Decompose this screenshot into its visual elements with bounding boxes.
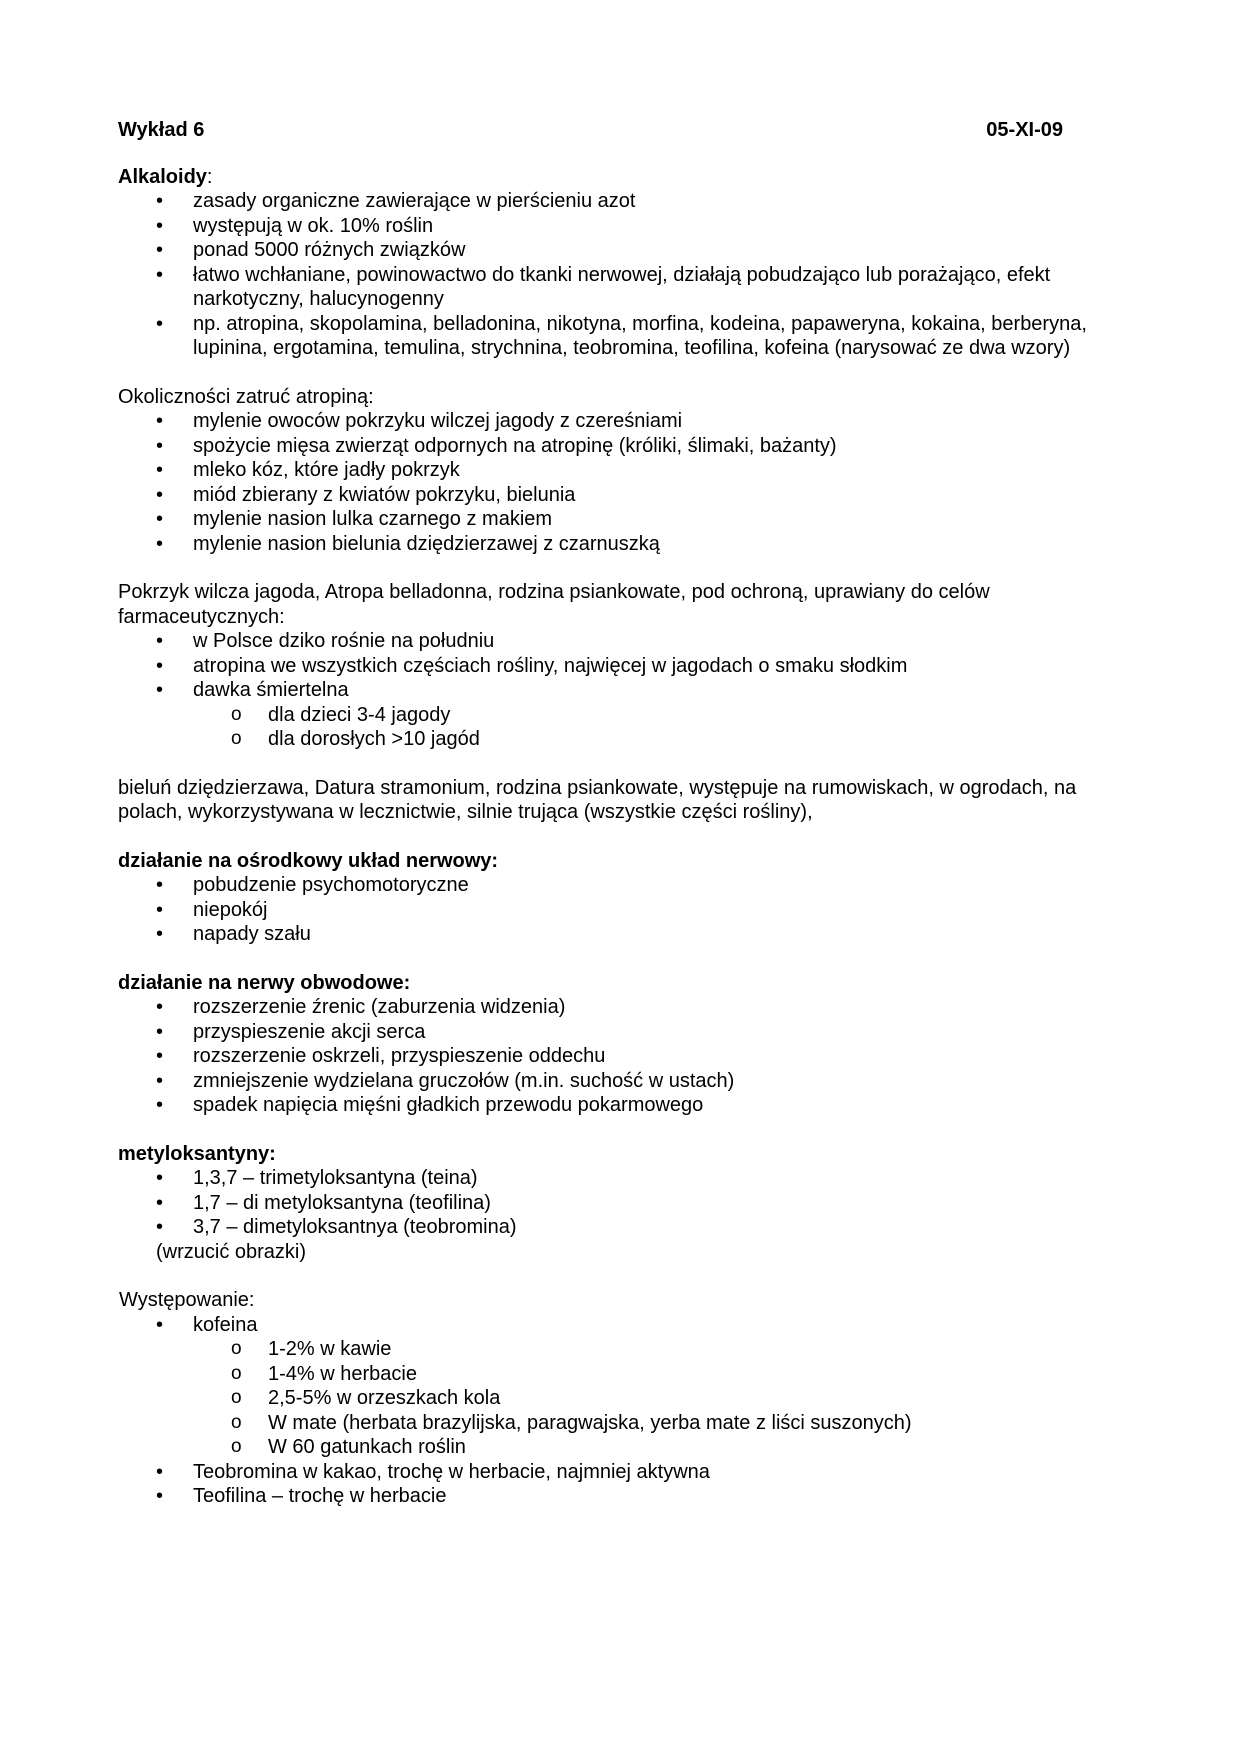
list-item bbox=[118, 995, 1118, 1020]
bullet-glyph: • bbox=[156, 263, 164, 286]
bullet-glyph: • bbox=[156, 1191, 164, 1214]
list-item-text: dawka śmiertelna bbox=[193, 679, 349, 701]
list-item bbox=[118, 1484, 1118, 1509]
bullet-glyph: • bbox=[156, 654, 164, 677]
sub-list-item-text: dla dorosłych >10 jagód bbox=[268, 728, 480, 750]
list-item bbox=[118, 507, 1118, 532]
caffeine-list bbox=[193, 1337, 1118, 1460]
peripheral-heading: działanie na nerwy obwodowe: bbox=[118, 971, 411, 994]
list-item-text: mylenie owoców pokrzyku wilczej jagody z czereśniami bbox=[193, 410, 683, 432]
section-occurrence bbox=[118, 1288, 1118, 1509]
list-item bbox=[118, 1166, 1118, 1191]
sub-bullet-glyph: o bbox=[231, 1387, 242, 1408]
sub-list-item bbox=[193, 1362, 1118, 1387]
section-cns bbox=[118, 849, 1118, 947]
list-item-text: rozszerzenie źrenic (zaburzenia widzenia) bbox=[193, 996, 566, 1018]
section-datura bbox=[118, 776, 1118, 825]
list-item-text: niepokój bbox=[193, 898, 268, 921]
section-alkaloids bbox=[118, 165, 1118, 361]
sub-bullet-glyph: o bbox=[231, 728, 242, 749]
bullet-glyph: • bbox=[156, 1313, 164, 1336]
list-item-text: napady szału bbox=[193, 923, 311, 945]
list-item bbox=[118, 1215, 1118, 1240]
section-methylxanthines bbox=[118, 1142, 1118, 1265]
list-item-text: Teofilina – trochę w herbacie bbox=[193, 1485, 447, 1507]
list-item bbox=[118, 1044, 1118, 1069]
bullet-glyph: • bbox=[156, 679, 164, 701]
occurrence-heading: Występowanie: bbox=[119, 1289, 255, 1311]
list-item bbox=[118, 238, 1118, 263]
list-item bbox=[118, 1093, 1118, 1118]
list-item bbox=[118, 898, 1118, 923]
list-item-text: miód zbierany z kwiatów pokrzyku, bielunia bbox=[193, 483, 576, 506]
list-item-text: kofeina bbox=[193, 1313, 258, 1336]
belladonna-intro: Pokrzyk wilcza jagoda, Atropa belladonna, rodzina psiankowate, pod ochroną, uprawiany do celów farmaceutycznych: bbox=[118, 581, 990, 628]
list-item bbox=[118, 1191, 1118, 1216]
section-belladonna bbox=[118, 580, 1118, 752]
list-item-text: mylenie nasion lulka czarnego z makiem bbox=[193, 508, 553, 530]
bullet-glyph: • bbox=[156, 1020, 164, 1043]
list-item-text: mleko kóz, które jadły pokrzyk bbox=[193, 459, 460, 481]
poisoning-list bbox=[118, 409, 1118, 556]
list-item bbox=[118, 312, 1118, 361]
bullet-glyph: • bbox=[156, 898, 164, 921]
list-item-text: spadek napięcia mięśni gładkich przewodu pokarmowego bbox=[193, 1094, 704, 1116]
methylxanthines-note: (wrzucić obrazki) bbox=[156, 1240, 307, 1263]
list-item-text: 3,7 – dimetyloksantnya (teobromina) bbox=[193, 1216, 517, 1238]
list-item bbox=[118, 629, 1118, 654]
sub-list-item-text: W 60 gatunkach roślin bbox=[268, 1436, 466, 1458]
list-item-text: przyspieszenie akcji serca bbox=[193, 1020, 426, 1043]
bullet-glyph: • bbox=[156, 410, 164, 432]
list-item bbox=[118, 434, 1118, 459]
list-item bbox=[118, 409, 1118, 434]
list-item-text: np. atropina, skopolamina, belladonina, nikotyna, morfina, kodeina, papaweryna, kokaina, berberyna, lupinina, ergotamina, temulina, strychnina, teobromina, teofilina, kofeina (narysować ze dwa wzory) bbox=[193, 312, 1087, 359]
list-item-text: Teobromina w kakao, trochę w herbacie, najmniej aktywna bbox=[193, 1460, 710, 1483]
sub-list-item-text: W mate (herbata brazylijska, paragwajska, yerba mate z liści suszonych) bbox=[268, 1411, 912, 1434]
list-item-text: atropina we wszystkich częściach rośliny, najwięcej w jagodach o smaku słodkim bbox=[193, 654, 908, 677]
list-item bbox=[118, 214, 1118, 239]
alkaloids-heading-line bbox=[118, 165, 1118, 190]
section-peripheral bbox=[118, 971, 1118, 1118]
cns-list bbox=[118, 873, 1118, 947]
list-item bbox=[118, 873, 1118, 898]
alkaloids-list bbox=[118, 189, 1118, 361]
list-item bbox=[118, 1020, 1118, 1045]
bullet-glyph: • bbox=[156, 874, 164, 896]
sub-bullet-glyph: o bbox=[231, 1411, 242, 1433]
sub-list-item-text: 1-4% w herbacie bbox=[268, 1362, 417, 1385]
list-item bbox=[118, 654, 1118, 679]
methylxanthines-heading: metyloksantyny: bbox=[118, 1142, 276, 1165]
document-header bbox=[118, 118, 1063, 143]
bullet-glyph: • bbox=[156, 996, 164, 1018]
list-item-text: 1,3,7 – trimetyloksantyna (teina) bbox=[193, 1167, 478, 1189]
sub-list-item bbox=[193, 703, 1118, 728]
sub-list-item-text: dla dzieci 3-4 jagody bbox=[268, 703, 451, 726]
bullet-glyph: • bbox=[156, 214, 164, 237]
list-item-text: mylenie nasion bielunia dziędzierzawej z czarnuszką bbox=[193, 532, 660, 555]
list-item bbox=[118, 483, 1118, 508]
list-item bbox=[118, 678, 1118, 752]
list-item bbox=[118, 189, 1118, 214]
poisoning-heading: Okoliczności zatruć atropiną: bbox=[118, 385, 374, 408]
lecture-title: Wykład 6 bbox=[118, 119, 205, 141]
list-item-text: spożycie mięsa zwierząt odpornych na atropinę (króliki, ślimaki, bażanty) bbox=[193, 434, 837, 457]
bullet-glyph: • bbox=[156, 1216, 164, 1238]
bullet-glyph: • bbox=[156, 483, 164, 506]
sub-list-item bbox=[193, 1337, 1118, 1362]
list-item-text: pobudzenie psychomotoryczne bbox=[193, 874, 469, 896]
bullet-glyph: • bbox=[156, 1460, 164, 1483]
belladonna-list bbox=[118, 629, 1118, 752]
list-item-text: łatwo wchłaniane, powinowactwo do tkanki nerwowej, działają pobudzająco lub porażająco, efekt narkotyczny, halucynogenny bbox=[193, 263, 1051, 310]
sub-list-item bbox=[193, 727, 1118, 752]
list-item-text: zmniejszenie wydzielana gruczołów (m.in. suchość w ustach) bbox=[193, 1069, 735, 1092]
list-item-text: ponad 5000 różnych związków bbox=[193, 239, 466, 261]
datura-text: bieluń dziędzierzawa, Datura stramonium, rodzina psiankowate, występuje na rumowiskach, w ogrodach, na polach, wykorzystywana w lecznictwie, silnie trująca (wszystkie części rośliny), bbox=[118, 776, 1077, 823]
bullet-glyph: • bbox=[156, 1485, 164, 1507]
lecture-date: 05-XI-09 bbox=[986, 119, 1063, 141]
bullet-glyph: • bbox=[156, 434, 164, 457]
bullet-glyph: • bbox=[156, 1045, 164, 1067]
list-item bbox=[118, 1069, 1118, 1094]
list-item bbox=[118, 263, 1118, 312]
cns-heading: działanie na ośrodkowy układ nerwowy: bbox=[118, 849, 499, 872]
sub-list-item-text: 1-2% w kawie bbox=[268, 1338, 392, 1360]
bullet-glyph: • bbox=[156, 190, 164, 212]
bullet-glyph: • bbox=[156, 508, 164, 530]
bullet-glyph: • bbox=[156, 1069, 164, 1092]
list-item-text: 1,7 – di metyloksantyna (teofilina) bbox=[193, 1191, 491, 1214]
bullet-glyph: • bbox=[156, 923, 164, 945]
bullet-glyph: • bbox=[156, 532, 164, 555]
list-item bbox=[118, 532, 1118, 557]
bullet-glyph: • bbox=[156, 239, 164, 261]
sub-bullet-glyph: o bbox=[231, 1362, 242, 1384]
occurrence-list bbox=[118, 1313, 1118, 1509]
bullet-glyph: • bbox=[156, 1167, 164, 1189]
sub-list-item bbox=[193, 1411, 1118, 1436]
alkaloids-heading: Alkaloidy bbox=[118, 165, 207, 188]
list-item-text: zasady organiczne zawierające w pierścieniu azot bbox=[193, 190, 636, 212]
sub-list-item bbox=[193, 1435, 1118, 1460]
list-item bbox=[118, 458, 1118, 483]
list-item bbox=[118, 1460, 1118, 1485]
list-item-text: w Polsce dziko rośnie na południu bbox=[193, 630, 495, 652]
sub-bullet-glyph: o bbox=[231, 1338, 242, 1359]
bullet-glyph: • bbox=[156, 312, 164, 335]
sub-list-item-text: 2,5-5% w orzeszkach kola bbox=[268, 1387, 501, 1409]
list-item-text: rozszerzenie oskrzeli, przyspieszenie oddechu bbox=[193, 1045, 606, 1067]
section-poisoning bbox=[118, 385, 1118, 557]
alkaloids-heading-colon: : bbox=[206, 165, 213, 188]
lethal-dose-list bbox=[193, 703, 1118, 752]
sub-list-item bbox=[193, 1386, 1118, 1411]
list-item-text: występują w ok. 10% roślin bbox=[193, 214, 434, 237]
bullet-glyph: • bbox=[156, 630, 164, 652]
methylxanthines-list bbox=[118, 1166, 1118, 1240]
sub-bullet-glyph: o bbox=[231, 1436, 242, 1457]
sub-bullet-glyph: o bbox=[231, 703, 242, 725]
document-content bbox=[118, 118, 1118, 1533]
list-item bbox=[118, 922, 1118, 947]
list-item bbox=[118, 1313, 1118, 1460]
peripheral-list bbox=[118, 995, 1118, 1118]
bullet-glyph: • bbox=[156, 1094, 164, 1116]
bullet-glyph: • bbox=[156, 459, 164, 481]
